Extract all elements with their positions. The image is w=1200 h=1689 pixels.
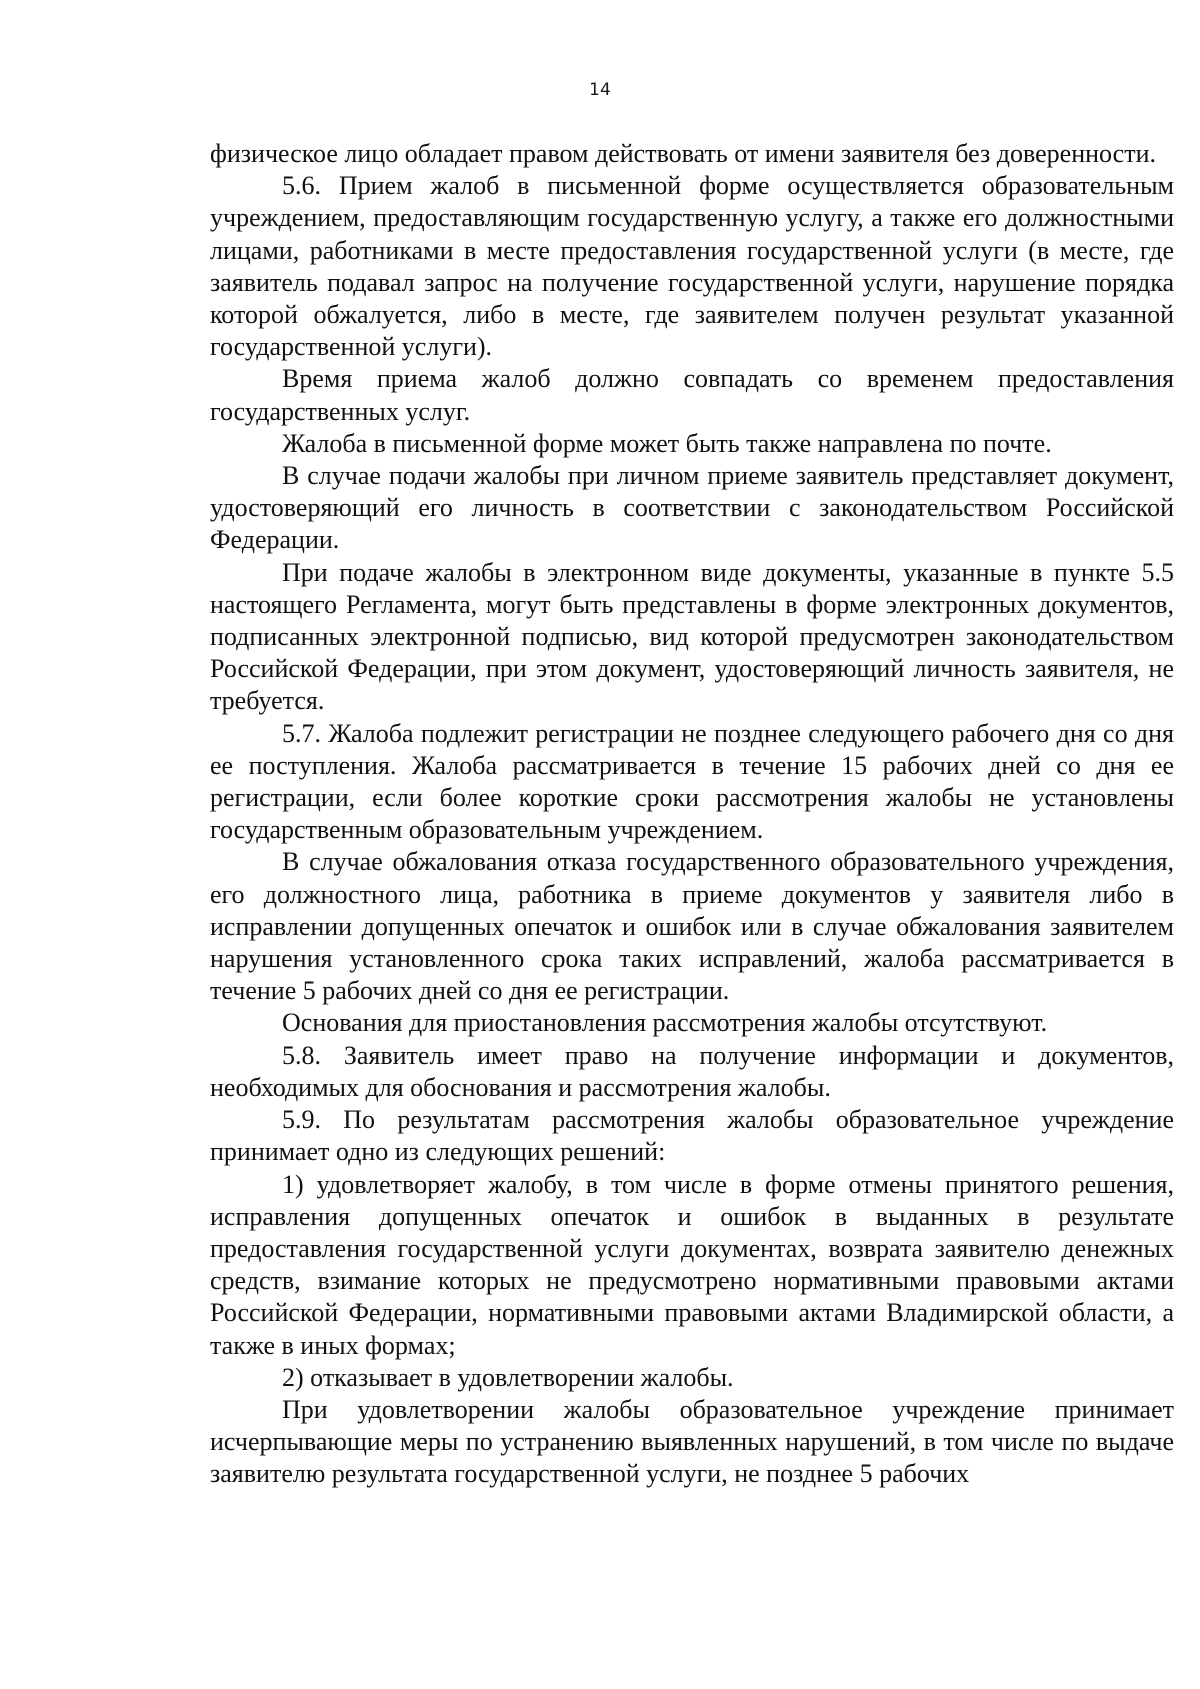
list-item-1: 1) удовлетворяет жалобу, в том числе в форме отмены принятого решения, исправления допущенных опечаток и ошибок в выданных в результате предоставления государственной услуги документах, возврата заявителю денежных средств, взимание которых не предусмотрено нормативными правовыми актами Российской Федерации, нормативными правовыми актами Владимирской области, а также в иных формах; [210,1169,1174,1360]
list-item-2: 2) отказывает в удовлетворении жалобы. [282,1362,734,1392]
paragraph-5-7: 5.7. Жалоба подлежит регистрации не позднее следующего рабочего дня со дня ее поступления. Жалоба рассматривается в течение 15 рабочих дней со дня ее регистрации, если более короткие сроки рассмотрения жалобы не установлены государственным образовательным учреждением. [210,718,1174,845]
paragraph: физическое лицо обладает правом действовать от имени заявителя без доверенности. [210,139,1156,168]
document-body [210,138,1174,1491]
paragraph: Время приема жалоб должно совпадать со временем предоставления государственных услуг. [210,364,1174,426]
paragraph: В случае обжалования отказа государственного образовательного учреждения, его должностного лица, работника в приеме документов у заявителя либо в исправлении допущенных опечаток и ошибок или в случае обжалования заявителем нарушения установленного срока таких исправлений, жалоба рассматривается в течение 5 рабочих дней со дня ее регистрации. [210,847,1174,1006]
paragraph: Жалоба в письменной форме может быть также направлена по почте. [282,428,1052,458]
paragraph-5-8: 5.8. Заявитель имеет право на получение информации и документов, необходимых для обоснования и рассмотрения жалобы. [210,1040,1174,1102]
paragraph: При удовлетворении жалобы образовательное учреждение принимает исчерпывающие меры по устранению выявленных нарушений, в том числе по выдаче заявителю результата государственной услуги, не позднее 5 рабочих [210,1394,1174,1489]
paragraph: При подаче жалобы в электронном виде документы, указанные в пункте 5.5 настоящего Регламента, могут быть представлены в форме электронных документов, подписанных электронной подписью, вид которой предусмотрен законодательством Российской Федерации, при этом документ, удостоверяющий личность заявителя, не требуется. [210,557,1174,716]
paragraph-5-6: 5.6. Прием жалоб в письменной форме осуществляется образовательным учреждением, предоставляющим государственную услугу, а также его должностными лицами, работниками в месте предоставления государственной услуги (в месте, где заявитель подавал запрос на получение государственной услуги, нарушение порядка которой обжалуется, либо в месте, где заявителем получен результат указанной государственной услуги). [210,171,1174,362]
paragraph: В случае подачи жалобы при личном приеме заявитель представляет документ, удостоверяющий его личность в соответствии с законодательством Российской Федерации. [210,461,1174,555]
paragraph-5-9: 5.9. По результатам рассмотрения жалобы образовательное учреждение принимает одно из следующих решений: [210,1105,1174,1167]
paragraph: Основания для приостановления рассмотрения жалобы отсутствуют. [282,1008,1048,1038]
page-number: 14 [589,80,611,100]
